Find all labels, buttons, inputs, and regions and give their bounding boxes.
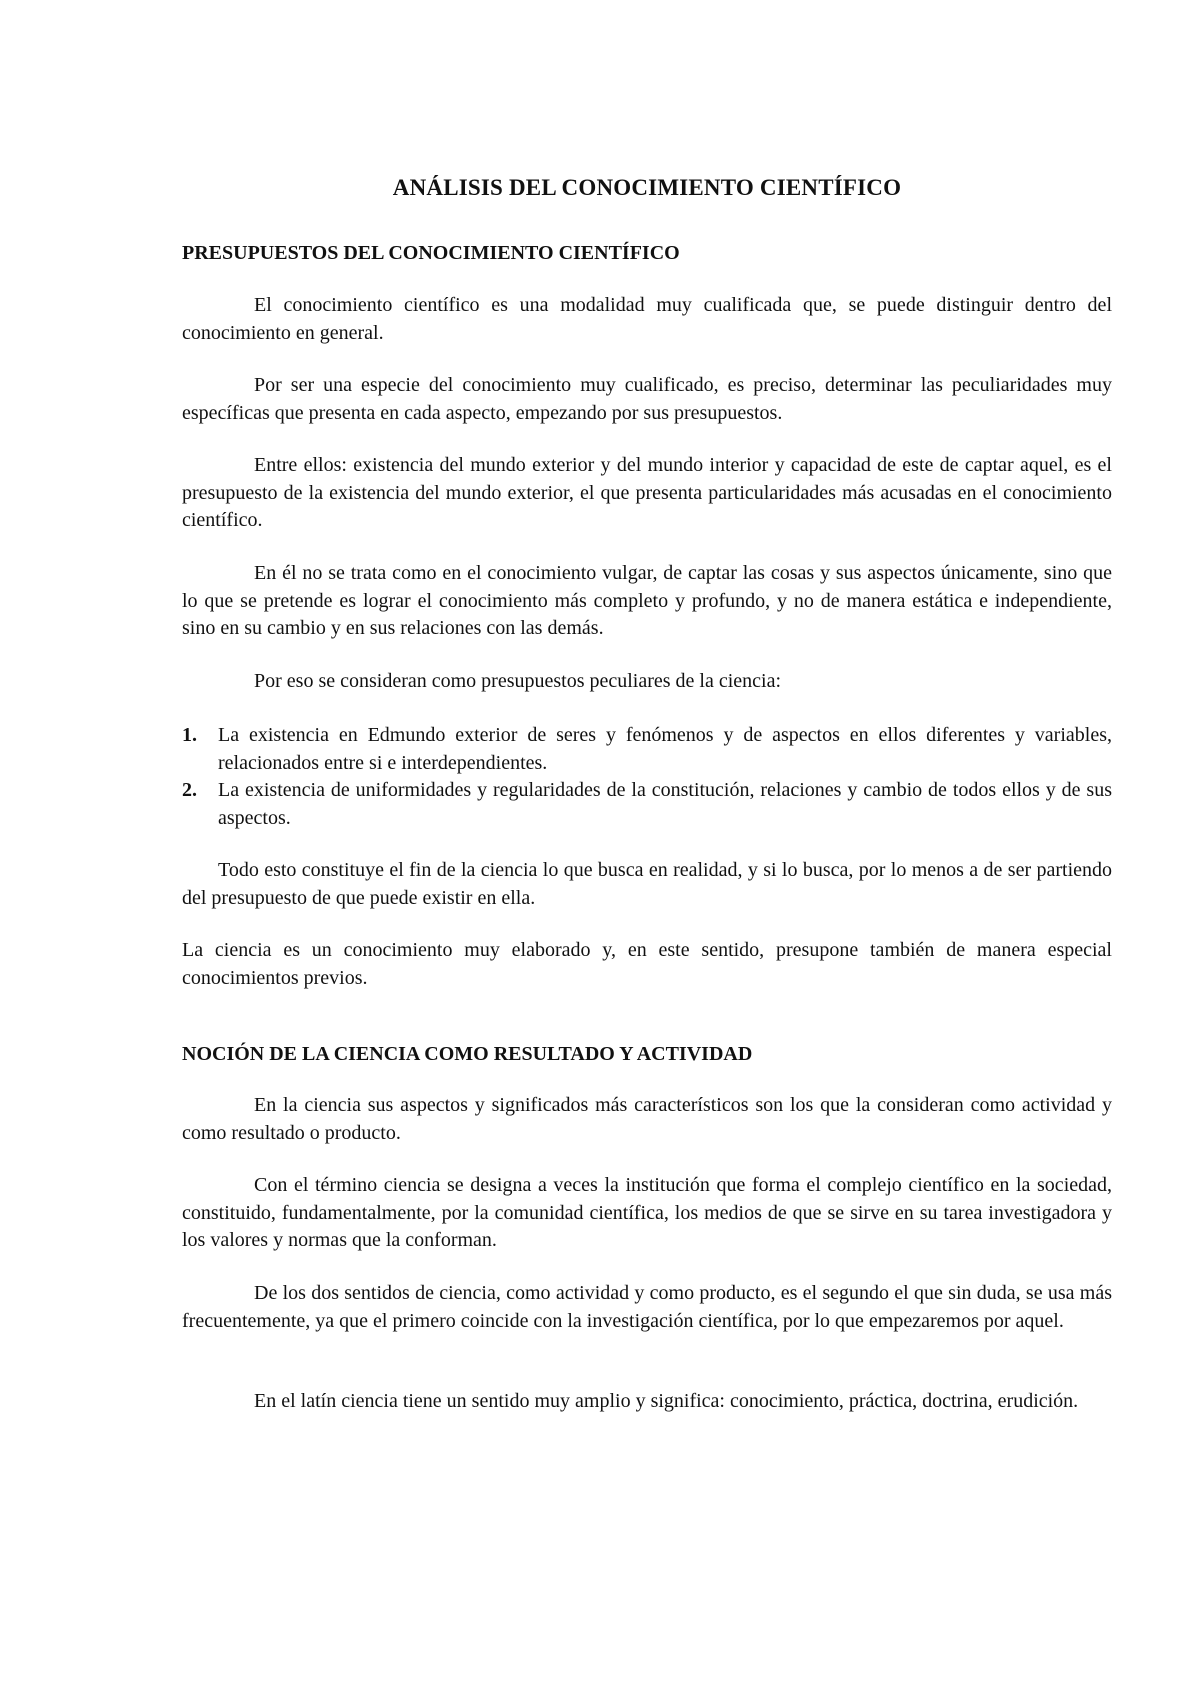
presupuestos-list xyxy=(182,722,1112,832)
list-item xyxy=(182,777,1112,832)
list-item-number: 1. xyxy=(182,724,197,746)
list-item-text: La existencia de uniformidades y regularidades de la constitución, relaciones y cambio de todos ellos y de sus aspectos. xyxy=(218,779,1112,829)
paragraph: En la ciencia sus aspectos y significados más característicos son los que la consideran como actividad y como resultado o producto. xyxy=(182,1094,1112,1144)
paragraph: Por ser una especie del conocimiento muy cualificado, es preciso, determinar las peculiaridades muy específicas que presenta en cada aspecto, empezando por sus presupuestos. xyxy=(182,374,1112,424)
paragraph: El conocimiento científico es una modalidad muy cualificada que, se puede distinguir dentro del conocimiento en general. xyxy=(182,294,1112,344)
document-title: ANÁLISIS DEL CONOCIMIENTO CIENTÍFICO xyxy=(392,175,902,200)
paragraph: En él no se trata como en el conocimiento vulgar, de captar las cosas y sus aspectos únicamente, sino que lo que se pretende es lograr el conocimiento más completo y profundo, y no de manera estática e independiente, sino en su cambio y en sus relaciones con las demás. xyxy=(182,562,1112,639)
section-heading-presupuestos: PRESUPUESTOS DEL CONOCIMIENTO CIENTÍFICO xyxy=(182,242,680,264)
list-item xyxy=(182,722,1112,777)
paragraph: En el latín ciencia tiene un sentido muy amplio y significa: conocimiento, práctica, doctrina, erudición. xyxy=(254,1390,1079,1412)
paragraph: De los dos sentidos de ciencia, como actividad y como producto, es el segundo el que sin duda, se usa más frecuentemente, ya que el primero coincide con la investigación científica, por lo que empezaremos por aquel. xyxy=(182,1282,1112,1332)
paragraph: Entre ellos: existencia del mundo exterior y del mundo interior y capacidad de este de captar aquel, es el presupuesto de la existencia del mundo exterior, el que presenta particularidades más acusadas en el conocimiento científico. xyxy=(182,454,1112,531)
paragraph: Con el término ciencia se designa a veces la institución que forma el complejo científico en la sociedad, constituido, fundamentalmente, por la comunidad científica, los medios de que se sirve en su tarea investigadora y los valores y normas que la conforman. xyxy=(182,1174,1112,1251)
paragraph: Por eso se consideran como presupuestos peculiares de la ciencia: xyxy=(254,670,782,692)
list-item-text: La existencia en Edmundo exterior de seres y fenómenos y de aspectos en ellos diferentes y variables, relacionados entre si e interdependientes. xyxy=(218,724,1112,774)
list-item-number: 2. xyxy=(182,779,197,801)
paragraph: Todo esto constituye el fin de la ciencia lo que busca en realidad, y si lo busca, por lo menos a de ser partiendo del presupuesto de que puede existir en ella. xyxy=(182,859,1112,909)
paragraph: La ciencia es un conocimiento muy elaborado y, en este sentido, presupone también de manera especial conocimientos previos. xyxy=(182,939,1112,989)
section-heading-nocion: NOCIÓN DE LA CIENCIA COMO RESULTADO Y ACTIVIDAD xyxy=(182,1043,753,1065)
